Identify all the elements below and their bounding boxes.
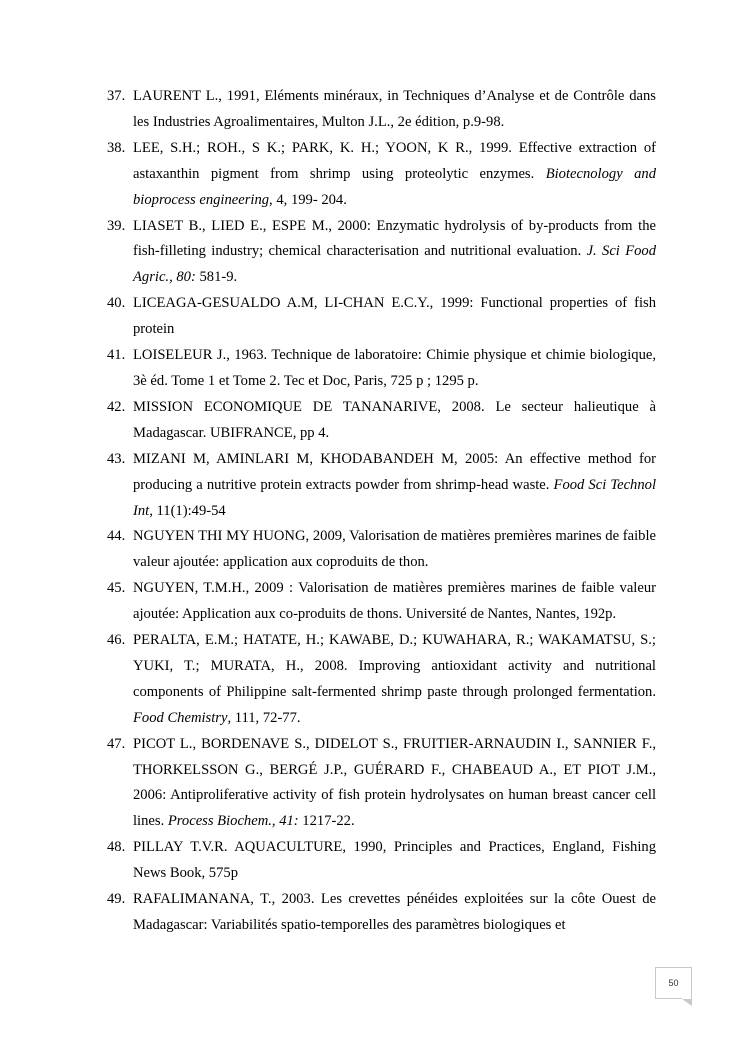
- reference-item: [0, 214, 744, 292]
- reference-item: [0, 291, 744, 343]
- reference-text: 11(1):49-54: [152, 502, 226, 519]
- reference-number: 42.: [107, 398, 126, 415]
- reference-item: [0, 576, 744, 628]
- reference-text: PILLAY T.V.R. AQUACULTURE, 1990, Principles and Practices, England, Fishing News Book, 575p: [133, 839, 656, 882]
- reference-text: LAURENT L., 1991, Eléments minéraux, in Techniques d’Analyse et de Contrôle dans les Industries Agroalimentaires, Multon J.L., 2e édition, p.9-98.: [133, 88, 656, 130]
- reference-italic-text: Process Biochem., 41:: [167, 813, 299, 830]
- reference-number: 49.: [107, 891, 126, 908]
- reference-item: [0, 524, 744, 576]
- reference-text: , 111, 72-77.: [227, 709, 301, 726]
- reference-item: [0, 835, 744, 887]
- reference-text: PICOT L., BORDENAVE S., DIDELOT S., FRUITIER-ARNAUDIN I., SANNIER F., THORKELSSON G., BERGÉ J.P., GUÉRARD F., CHABEAUD A., ET PIOT J.M., 2006: Antiproliferative activity of fish protein hydrolysates on human breast cancer cell lines.: [133, 735, 656, 830]
- reference-number: 46.: [107, 632, 126, 649]
- reference-item: [0, 887, 744, 939]
- reference-text: NGUYEN THI MY HUONG, 2009, Valorisation de matières premières marines de faible valeur ajoutée: application aux coproduits de thon.: [133, 528, 656, 571]
- reference-number: 44.: [107, 528, 126, 545]
- page-number-underline: [655, 998, 682, 999]
- reference-item: [0, 447, 744, 525]
- reference-number: 45.: [107, 580, 126, 597]
- reference-text: , 4, 199- 204.: [269, 191, 347, 208]
- reference-text: RAFALIMANANA, T., 2003. Les crevettes pénéides exploitées sur la côte Ouest de Madagascar: Variabilités spatio-temporelles des paramètres biologiques et: [133, 891, 656, 933]
- reference-italic-text: Food Sci Technol Int,: [133, 476, 657, 519]
- reference-text: 1217-22.: [298, 813, 355, 830]
- reference-text: MIZANI M, AMINLARI M, KHODABANDEH M, 2005: An effective method for producing a nutritive protein extracts powder from shrimp-head waste.: [133, 450, 656, 493]
- reference-italic-text: Biotecnology and bioprocess engineering: [133, 165, 656, 208]
- reference-italic-text: Food Chemistry: [133, 709, 228, 726]
- page-number: 50: [655, 967, 692, 999]
- reference-text: LEE, S.H.; ROH., S K.; PARK, K. H.; YOON, K R., 1999. Effective extraction of astaxanthin pigment from shrimp using proteolytic enzymes.: [133, 139, 656, 182]
- reference-text: MISSION ECONOMIQUE DE TANANARIVE, 2008. Le secteur halieutique à Madagascar. UBIFRANCE, pp 4.: [133, 398, 656, 441]
- reference-number: 39.: [107, 217, 126, 234]
- reference-item: [0, 395, 744, 447]
- reference-list: [0, 84, 744, 939]
- reference-number: 41.: [107, 347, 126, 364]
- reference-item: [0, 84, 744, 136]
- reference-text: NGUYEN, T.M.H., 2009 : Valorisation de matières premières marines de faible valeur ajoutée: Application aux co-produits de thons. Université de Nantes, Nantes, 192p.: [133, 580, 656, 623]
- reference-number: 38.: [107, 139, 126, 156]
- reference-number: 47.: [107, 735, 126, 752]
- reference-number: 43.: [107, 450, 126, 467]
- reference-text: LOISELEUR J., 1963. Technique de laboratoire: Chimie physique et chimie biologique, 3è éd. Tome 1 et Tome 2. Tec et Doc, Paris, 725 p ; 1295 p.: [133, 347, 656, 389]
- reference-number: 48.: [107, 839, 126, 856]
- reference-item: [0, 628, 744, 732]
- reference-italic-text: J. Sci Food Agric., 80:: [133, 243, 656, 286]
- reference-item: [0, 136, 744, 214]
- reference-text: 581-9.: [195, 269, 238, 286]
- reference-text: LICEAGA-GESUALDO A.M, LI-CHAN E.C.Y., 1999: Functional properties of fish protein: [133, 295, 656, 338]
- reference-item: [0, 732, 744, 836]
- reference-item: [0, 343, 744, 395]
- reference-number: 37.: [107, 88, 126, 104]
- reference-number: 40.: [107, 295, 126, 312]
- reference-text: PERALTA, E.M.; HATATE, H.; KAWABE, D.; KUWAHARA, R.; WAKAMATSU, S.; YUKI, T.; MURATA, H., 2008. Improving antioxidant activity and nutritional components of Philippine salt-fermented shrimp paste through prolonged fermentation.: [133, 632, 656, 700]
- reference-text: LIASET B., LIED E., ESPE M., 2000: Enzymatic hydrolysis of by-products from the fish-filleting industry; chemical characterisation and nutritional evaluation.: [133, 217, 656, 260]
